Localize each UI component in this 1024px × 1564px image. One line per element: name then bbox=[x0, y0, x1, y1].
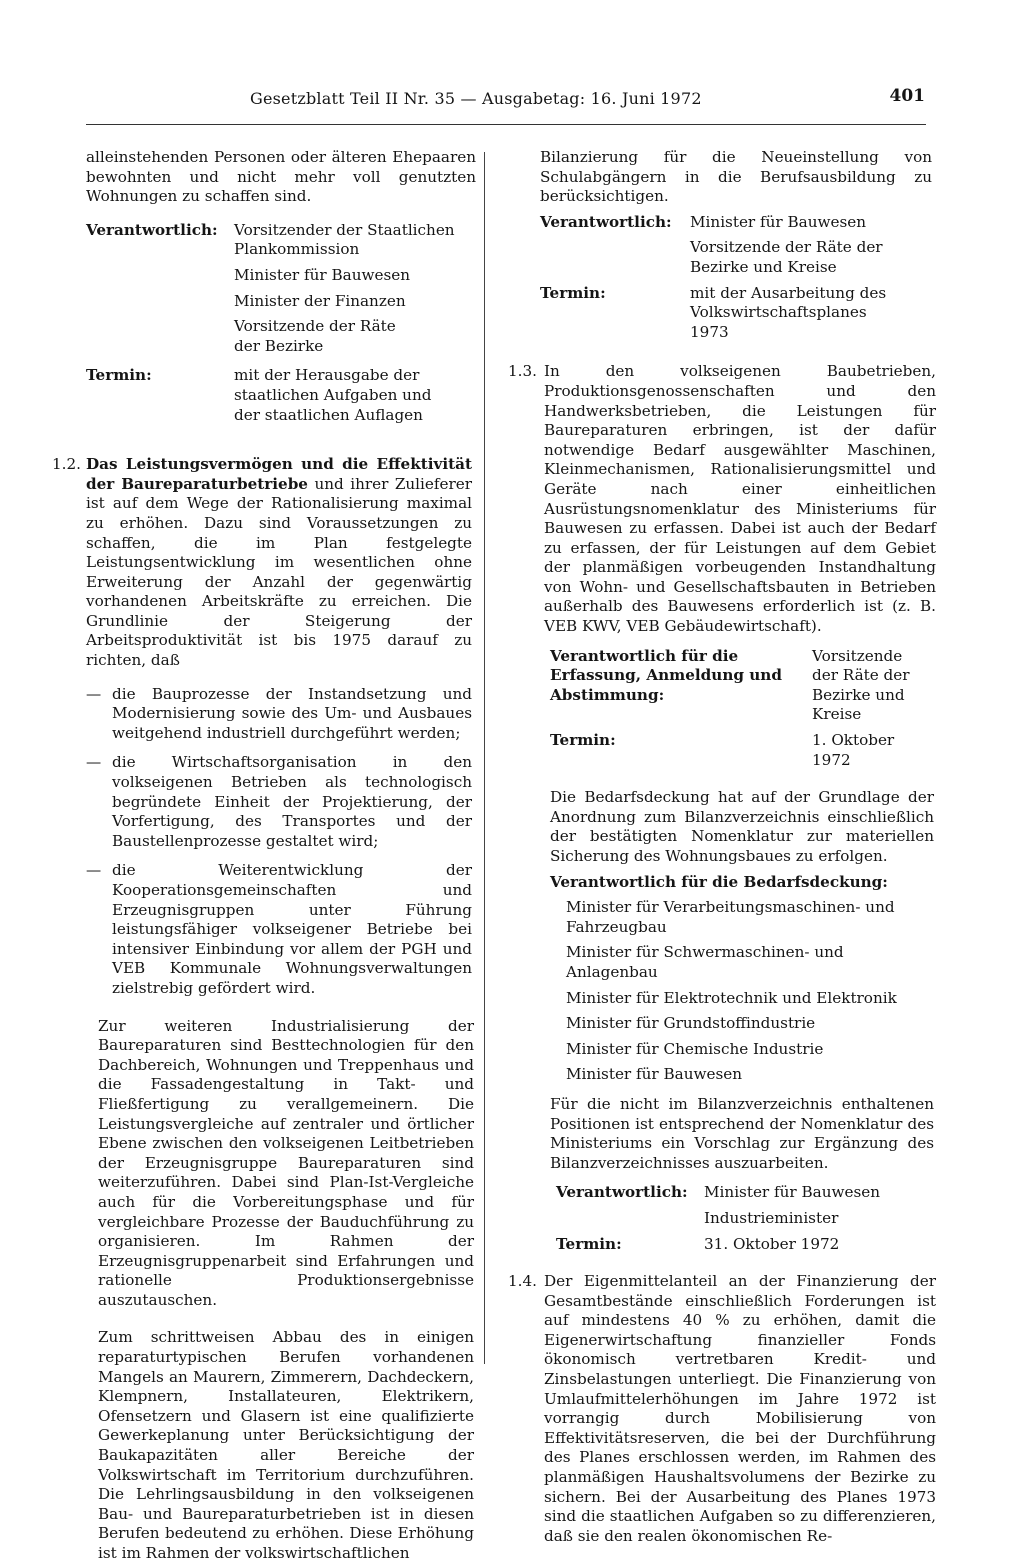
right-column bbox=[508, 148, 936, 1546]
responsible-item: Vorsitzender der Staatlichen Plankommission bbox=[234, 220, 455, 259]
deadline-block-1 bbox=[86, 366, 476, 425]
minister-item: Minister für Elektrotechnik und Elektronik bbox=[566, 988, 897, 1007]
left-paragraph-b: Zum schrittweisen Abbau des in einigen reparaturtypischen Berufen vorhandenen Mangels an Maurern, Zimmerern, Dachdeckern, Klempnern, Installateuren, Elektrikern, Ofensetzern und Glasern ist eine qualifizierte Gewerkeplanung unter Berücksichtigung der Baukapazitäten aller Bereiche der Volkswirtschaft im Territorium durchzuführen. Die Lehrlingsausbildung in den volkseigenen Bau- und Baureparaturbetrieben ist in diesen Berufen bedeutend zu erhöhen. Diese Erhöhung ist im Rahmen der volkswirtschaftlichen bbox=[98, 1328, 474, 1562]
responsibility-block-3 bbox=[550, 647, 936, 725]
responsible-label: Verantwortlich für die Bedarfsdeckung: bbox=[550, 872, 888, 891]
bullet-item bbox=[86, 753, 476, 851]
bullet-item bbox=[86, 861, 476, 998]
minister-item: Minister für Bauwesen bbox=[566, 1065, 743, 1084]
section-text: In den volkseigenen Baubetrieben, Produktionsgenossenschaften und den Handwerksbetrieben, die Leistungen für Baureparaturen erbringen, ist der dafür notwendige Bedarf ausgewählter Maschinen, Kleinmechanismen, Rationalisierungsmittel und Geräte nach einer einheitlichen Ausrüstungsnomenklatur des Ministeriums für Bauwesen zu erfassen. Dabei ist auch der Bedarf zu erfassen, der für Leistungen auf dem Gebiet der planmäßigen vorbeugenden Instandhaltung von Wohn- und Gesellschaftsbauten in Betrieben außerhalb des Bauwesens erforderlich ist (z. B. VEB KWV, VEB Gebäudewirtschaft). bbox=[544, 362, 936, 636]
responsible-label: Verantwortlich: bbox=[540, 212, 672, 231]
responsibility-block-1 bbox=[86, 221, 476, 357]
right-paragraph-b: Für die nicht im Bilanzverzeichnis enthaltenen Positionen ist entsprechend der Nomenklatur des Ministeriums ein Vorschlag zur Ergänzung des Bilanzverzeichnisses auszuarbeiten. bbox=[550, 1094, 934, 1172]
deadline-label: Termin: bbox=[86, 366, 152, 385]
responsibility-block-4 bbox=[556, 1183, 936, 1228]
section-text: und ihrer Zulieferer ist auf dem Wege der Rationalisierung maximal zu erhöhen. Dazu sind Voraussetzungen zu schaffen, die im Plan festgelegte Leistungsentwicklung im wesentlichen ohne Erweiterung der Anzahl der gegenwärtig vorhandenen Arbeitskräfte zu erreichen. Die Grundlinie der Steigerung der Arbeitsproduktivität ist bis 1975 darauf zu richten, daß bbox=[86, 474, 472, 670]
responsible-item: Vorsitzende der Räte der Bezirke und Kreise bbox=[690, 238, 883, 276]
dash-marker: — bbox=[86, 753, 102, 772]
responsibility-block-2 bbox=[540, 213, 936, 278]
responsible-item: Vorsitzende der Räte der Bezirke bbox=[234, 317, 396, 355]
dash-marker: — bbox=[86, 684, 102, 703]
bullet-text: die Weiterentwicklung der Kooperationsgemeinschaften und Erzeugnisgruppen unter Führung leistungsfähiger volkseigener Betriebe bei intensiver Einbindung vor allem der PGH und VEB Kommunale Wohnungsverwaltungen zielstrebig gefördert wird. bbox=[112, 861, 472, 997]
section-number: 1.4. bbox=[508, 1272, 537, 1291]
deadline-value: 1. Oktober 1972 bbox=[812, 731, 895, 769]
section-text: Der Eigenmittelanteil an der Finanzierung der Gesamtbestände einschließlich Forderungen ist auf mindestens 40 % zu erhöhen, damit die Eigenerwirtschaftung finanzieller Fonds ökonomisch vertretbaren Kredit- und Zinsbelastungen unterliegt. Die Finanzierung von Umlaufmittelerhöhungen im Jahre 1972 ist vorrangig durch Mobilisierung von Effektivitätsreserven, die bei der Durchführung des Planes erschlossen werden, im Rahmen des planmäßigen Haushaltsvolumens der Bezirke zu sichern. Bei der Ausarbeitung des Planes 1973 sind die staatlichen Aufgaben so zu differenzieren, daß sie den realen ökonomischen Re- bbox=[544, 1272, 936, 1545]
responsible-item: Industrieminister bbox=[704, 1208, 839, 1227]
deadline-block-3 bbox=[550, 731, 936, 770]
deadline-value: mit der Ausarbeitung des Volkswirtschaftsplanes 1973 bbox=[690, 283, 887, 341]
right-paragraph-a: Die Bedarfsdeckung hat auf der Grundlage der Anordnung zum Bilanzverzeichnis einschließlich der bestätigten Nomenklatur zur materiellen Sicherung des Wohnungsbaues zu erfolgen. bbox=[550, 788, 934, 865]
responsible-label: Verantwortlich: bbox=[86, 220, 218, 239]
responsible-label: Verantwortlich für die Erfassung, Anmeldung und Abstimmung: bbox=[550, 646, 782, 704]
section-1-4 bbox=[508, 1272, 936, 1546]
column-divider bbox=[484, 152, 485, 1364]
bullet-text: die Wirtschaftsorganisation in den volkseigenen Betrieben als technologisch begründete Einheit der Projektierung, der Vorfertigung, des Transportes und der Baustellenprozesse gestaltet wird; bbox=[112, 753, 472, 850]
section-1-2 bbox=[52, 455, 476, 671]
page-number: 401 bbox=[889, 86, 925, 106]
section-number: 1.2. bbox=[52, 455, 81, 474]
responsible-value: Vorsitzende der Räte der Bezirke und Kreise bbox=[812, 646, 910, 724]
section-heading: Das Leistungsvermögen und die Effektivität der Baureparaturbetriebe bbox=[86, 455, 472, 493]
left-paragraph-a: Zur weiteren Industrialisierung der Baureparaturen sind Besttechnologien für den Dachbereich, Wohnungen und Treppenhaus und die Fassadengestaltung in Takt- und Fließfertigung zu verallgemeinern. Die Leistungsvergleiche auf zentraler und örtlicher Ebene zwischen den volkseigenen Leitbetrieben der Erzeugnisgruppe Baureparaturen sind weiterzuführen. Dabei sind Plan-Ist-Vergleiche auch für die Vorbereitungsphase und für vergleichbare Prozesse der Bauduchführung zu organisieren. Im Rahmen der Erzeugnisgruppenarbeit sind Erfahrungen und rationelle Produktionsergebnisse auszutauschen. bbox=[98, 1016, 474, 1309]
minister-item: Minister für Grundstoffindustrie bbox=[566, 1014, 816, 1033]
deadline-block-4 bbox=[556, 1235, 936, 1255]
page-header bbox=[250, 86, 925, 113]
minister-list bbox=[566, 898, 906, 1085]
left-intro: alleinstehenden Personen oder älteren Ehepaaren bewohnten und nicht mehr voll genutzten Wohnungen zu schaffen sind. bbox=[86, 148, 476, 206]
responsible-item: Minister für Bauwesen bbox=[690, 212, 867, 231]
responsible-label: Verantwortlich: bbox=[556, 1183, 688, 1202]
responsible-item: Minister für Bauwesen bbox=[234, 265, 411, 284]
left-column bbox=[52, 148, 476, 1564]
minister-item: Minister für Chemische Industrie bbox=[566, 1039, 824, 1058]
responsible-item: Minister für Bauwesen bbox=[704, 1183, 881, 1202]
dash-marker: — bbox=[86, 861, 102, 880]
header-rule bbox=[86, 124, 926, 125]
deadline-label: Termin: bbox=[556, 1234, 622, 1253]
minister-item: Minister für Schwermaschinen- und Anlagenbau bbox=[566, 943, 844, 981]
deadline-value: mit der Herausgabe der staatlichen Aufgaben und der staatlichen Auflagen bbox=[234, 366, 432, 424]
deadline-label: Termin: bbox=[550, 731, 616, 750]
section-1-3 bbox=[508, 362, 936, 636]
bullet-text: die Bauprozesse der Instandsetzung und Modernisierung sowie des Um- und Ausbaues weitgehend industriell durchgeführt werden; bbox=[112, 684, 472, 742]
responsible-item: Minister der Finanzen bbox=[234, 291, 406, 310]
deadline-label: Termin: bbox=[540, 283, 606, 302]
bullet-item bbox=[86, 685, 476, 744]
section-number: 1.3. bbox=[508, 362, 537, 381]
deadline-block-2 bbox=[540, 284, 936, 343]
header-title: Gesetzblatt Teil II Nr. 35 — Ausgabetag: 16. Juni 1972 bbox=[250, 89, 702, 108]
deadline-value: 31. Oktober 1972 bbox=[704, 1234, 840, 1253]
minister-item: Minister für Verarbeitungsmaschinen- und Fahrzeugbau bbox=[566, 898, 895, 936]
right-intro: Bilanzierung für die Neueinstellung von Schulabgängern in die Berufsausbildung zu berücksichtigen. bbox=[540, 148, 932, 206]
